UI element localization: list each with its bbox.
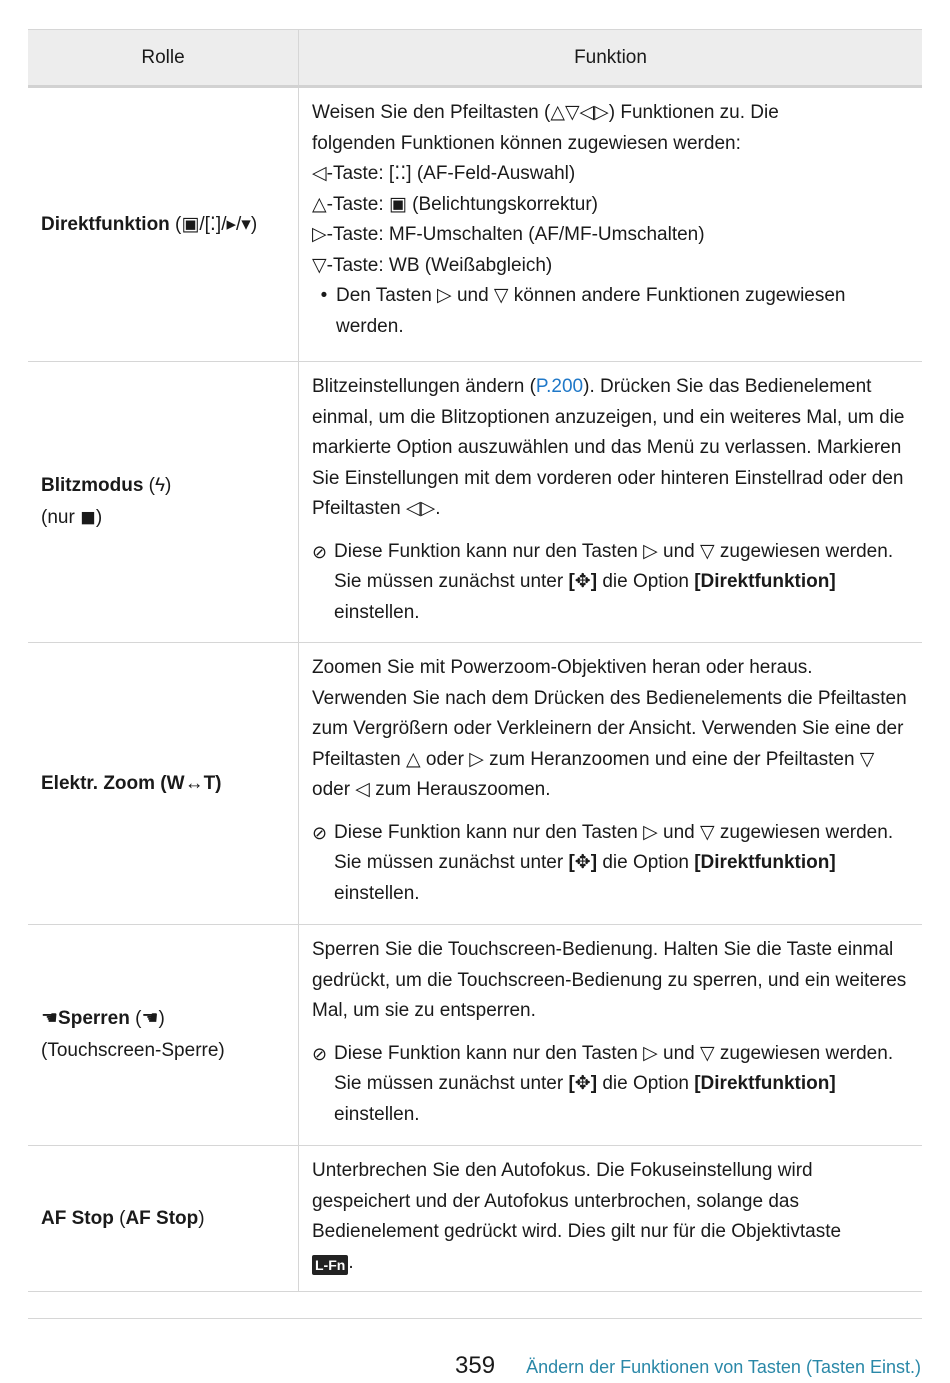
text-line: Weisen Sie den Pfeiltasten (△▽◁▷) Funktionen zu. Die — [312, 102, 779, 123]
note — [312, 537, 908, 629]
touch-lock-icon: ☚ — [41, 1008, 59, 1029]
role-cell: AF Stop (AF Stop) — [41, 1207, 205, 1229]
text-line: ▷-Taste: MF-Umschalten (AF/MF-Umschalten) — [312, 224, 705, 245]
description: Unterbrechen Sie den Autofokus. Die Fokuseinstellung wird gespeichert und der Autofokus unterbrochen, solange das Bedienelement gedrückt wird. Dies gilt nur für die Objektivtaste L-Fn . — [312, 1160, 842, 1273]
role-cell — [28, 925, 298, 1145]
description-text: ). Drücken Sie das Bedienelement einmal, um die Blitzoptionen anzuzeigen, und ein weiteres Mal, um die markierte Option auszuwählen und das Menü zu verlassen. Markieren Sie Einstellungen mit dem vorderen oder hinteren Einstellrad oder den Pfeiltasten ◁▷. — [312, 376, 905, 519]
role-symbols: (W↔T) — [155, 772, 222, 794]
header-funktion: Funktion — [298, 30, 922, 85]
role-subtitle: (Touchscreen-Sperre) — [41, 1040, 225, 1061]
header-rolle: Rolle — [141, 46, 185, 68]
function-table — [28, 29, 922, 1292]
role-cell — [28, 362, 298, 642]
role-cell — [28, 643, 298, 924]
page-link[interactable]: P.200 — [535, 376, 584, 397]
table-row — [28, 88, 922, 362]
role-name: Direktfunktion — [41, 213, 170, 235]
note — [312, 818, 908, 910]
description — [312, 372, 908, 525]
note-text: Diese Funktion kann nur den Tasten ▷ und ▽ zugewiesen werden. Sie müssen zunächst unter [✥] die Option [Direktfunktion] einstellen. — [334, 1042, 894, 1125]
role-symbols: (▣/[⁚]/▸/▾) — [169, 213, 258, 235]
table-row — [28, 1146, 922, 1292]
bullet-item — [312, 281, 908, 342]
note-text: Diese Funktion kann nur den Tasten ▷ und ▽ zugewiesen werden. Sie müssen zunächst unter [✥] die Option [Direktfunktion] einstellen. — [334, 821, 894, 904]
table-row — [28, 362, 922, 643]
role-name-short: AF Stop — [125, 1207, 199, 1229]
footer-section-link[interactable]: Ändern der Funktionen von Tasten (Tasten Einst.) — [526, 1357, 921, 1377]
note-icon: ⊘ — [312, 1043, 328, 1064]
table-row — [28, 925, 922, 1146]
role-name: Elektr. Zoom — [41, 772, 156, 794]
note-icon: ⊘ — [312, 822, 328, 843]
text-line: ◁-Taste: [⁚⁚] (AF-Feld-Auswahl) — [312, 163, 576, 184]
description-text: Sperren Sie die Touchscreen-Bedienung. Halten Sie die Taste einmal gedrückt, um die Touchscreen-Bedienung zu sperren, und ein weiteres Mal, um sie zu entsperren. — [312, 939, 907, 1021]
note-text: Diese Funktion kann nur den Tasten ▷ und ▽ zugewiesen werden. Sie müssen zunächst unter [✥] die Option [Direktfunktion] einstellen. — [334, 540, 894, 623]
text-line: ▽-Taste: WB (Weißabgleich) — [312, 254, 553, 276]
note-icon: ⊘ — [312, 541, 328, 562]
role-cell — [28, 88, 298, 361]
role-subtitle: (nur ◼) — [41, 507, 103, 528]
role-name: Sperren — [58, 1008, 130, 1029]
text-line: △-Taste: ▣ (Belichtungskorrektur) — [312, 193, 598, 215]
page-number: 359 — [455, 1352, 496, 1379]
footer-divider — [28, 1318, 922, 1319]
description-text: Unterbrechen Sie den Autofokus. Die Fokuseinstellung wird gespeichert und der Autofokus unterbrochen, solange das Bedienelement gedrückt wird. Dies gilt nur für die Objektivtaste — [312, 1160, 842, 1242]
function-cell — [298, 88, 922, 361]
function-cell — [298, 925, 922, 1145]
bullet-text: Den Tasten ▷ und ▽ können andere Funktionen zugewiesen werden. — [336, 285, 846, 337]
function-cell — [298, 1146, 922, 1291]
table-header — [28, 30, 922, 88]
description-text: Zoomen Sie mit Powerzoom-Objektiven heran oder heraus. Verwenden Sie nach dem Drücken des Bedienelements die Pfeiltasten zum Vergrößern oder Verkleinern der Ansicht. Verwenden Sie eine der Pfeiltasten △ oder ▷ zum Heranzoomen und eine der Pfeiltasten ▽ oder ◁ zum Herauszoomen. — [312, 657, 907, 800]
lfn-key-icon: L-Fn — [312, 1255, 348, 1275]
bullet-dot-icon: • — [320, 285, 328, 306]
note — [312, 1039, 908, 1131]
role-name: AF Stop — [41, 1207, 114, 1229]
role-symbols: (☚) — [129, 1008, 165, 1029]
function-cell — [298, 362, 922, 642]
role-name: Blitzmodus — [41, 475, 144, 496]
table-row — [28, 643, 922, 925]
role-symbols: (ϟ) — [143, 475, 172, 496]
text-line: folgenden Funktionen können zugewiesen werden: — [312, 132, 741, 154]
description-text: Blitzeinstellungen ändern ( — [312, 376, 536, 397]
function-cell — [298, 643, 922, 924]
